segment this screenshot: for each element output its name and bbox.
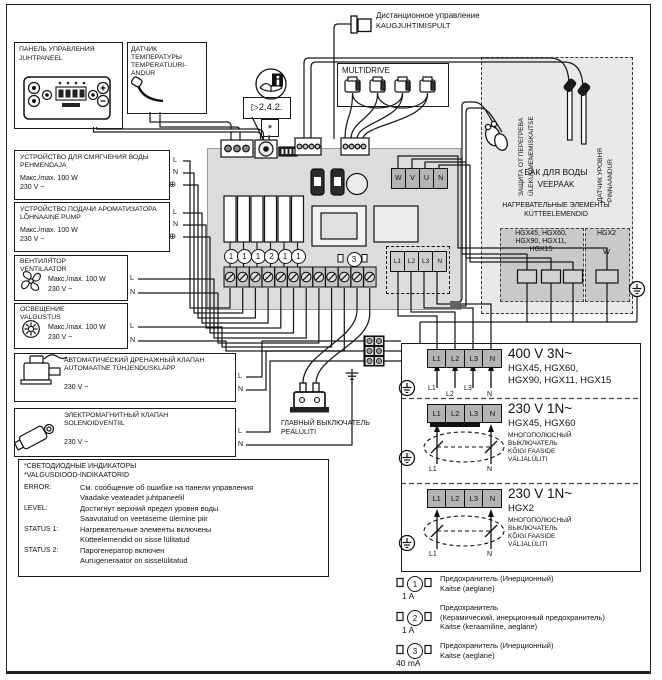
overheat-label-et: ÜLEKUUMENEMISKAITSE	[528, 116, 535, 196]
earth-symbol: ⊕	[169, 179, 177, 189]
earth-symbol: ⊕	[169, 231, 177, 241]
control-panel-title-ru: ПАНЕЛЬ УПРАВЛЕНИЯ	[19, 46, 95, 53]
tank-name-et: VEEPAAK	[537, 180, 575, 189]
board-mains-terminals: L1 L2 L3 N	[391, 251, 447, 272]
wvun-terminals: W V U N	[392, 168, 448, 189]
power-terminals-400v: L1 L2 L3 N	[428, 349, 502, 368]
fuse-1-badge: 1	[224, 249, 239, 264]
fuse-legend-2-badge: 2	[407, 610, 423, 626]
heaters-label-et: KÜTTEELEMENDID	[524, 211, 588, 218]
multidrive-label: MULTIDRIVE	[342, 66, 390, 75]
heaters-label-ru: НАГРЕВАТЕЛЬНЫЕ ЭЛЕМЕНТЫ	[502, 202, 610, 209]
fuse-1-badge: 1	[291, 249, 306, 264]
level-label-ru: ДАТЧИК УРОВНЯ	[597, 148, 604, 202]
fuse-1-badge: 1	[278, 249, 293, 264]
fuse-legend-1-rating: 1 A	[402, 591, 415, 601]
overheat-label-ru: ЗАЩИТА ОТ ПЕРЕГРЕВА	[518, 117, 525, 196]
control-panel-title-et: JUHTPANEEL	[19, 55, 63, 62]
level-label-et: PINNAANDUR	[607, 159, 614, 202]
fuse-legend-3-badge: 3	[407, 643, 423, 659]
asterisk-label: *	[267, 123, 273, 135]
power-terminals-230v-hgx45: L1 L2 L3 N	[428, 404, 502, 423]
fuse-2-badge: 2	[264, 249, 279, 264]
fuse-legend-3-rating: 40 mA	[396, 658, 421, 668]
asterisk-box	[261, 119, 279, 137]
fuse-legend-1-badge: 1	[407, 576, 423, 592]
jumper-bar	[430, 422, 480, 427]
main-switch-label-et: PEALÜLITI	[281, 429, 317, 436]
voltage-230a: 230 V 1N~	[508, 401, 573, 416]
wiring-diagram: ПАНЕЛЬ УПРАВЛЕНИЯ JUHTPANEEL ДАТЧИК ТЕМПЕРАТУРЫ TEMPERATUURI- ANDUR Дистанционное управление KAUGJUHTIMISPULT MULTIDRIVE ▷2.4.2. * W V U N L1 L2 L3 N 1 1 1 2 1 1 3 ЗАЩИТА ОТ ПЕРЕГРЕВА ÜLEKUUMENEMISKAITSE ДАТЧИК УРОВНЯ PINNAANDUR БАК ДЛЯ ВОДЫ VEEPAAK НАГРЕВАТЕЛЬНЫЕ ЭЛЕМЕНТЫ KÜTTEELEMENDID HGX45, HGX60, HGX90, HGX11, HGX15 HGX2 W УСТРОЙСТВО ДЛЯ СМЯГЧЕНИЯ ВОДЫ PEHMENDAJA Макс./max. 100 W 230 V ~ L N ⊕ УСТРОЙСТВО ПОДАЧИ АРОМАТИЗАТОРА LÕHNAAINE PUMP Макс./max. 100 W 230 V ~ L N ⊕ ВЕНТИЛЯТОР VENTILAATOR Макс./max. 100 W 230 V ~ L N ОСВЕЩЕНИЕ VALGUSTUS Макс./max. 100 W 230 V ~ L N АВТОМАТИЧЕСКИЙ ДРЕНАЖНЫЙ КЛАПАН AUTOMAATNE TÜHJENDUSKLAPP 230 V ~ L N ЭЛЕКТРОМАГНИТНЫЙ КЛАПАН SOLENOIDVENTIIL 230 V ~ L N ГЛАВНЫЙ ВЫКЛЮЧАТЕЛЬ PEALÜLITI *СВЕТОДИОДНЫЕ ИНДИКАТОРЫ *VALGUSDIOOD-INDIKAATORID ERROR: См. сообщение об ошибке на панели управления Vaadake veateadet juhtpaneelil LEVEL: Достигнут верхний предел уровня воды Saavutatud on veetaseme ülemine piir STATUS 1: Нагревательные элементы включены Kütteelemendid on sisse lülitatud STATUS 2: Парогенератор включен Aurugeneraator on sisselülitatud L1 L2 L3 N 400 V 3N~ HGX45, HGX60, HGX90, HGX11, HGX15 L1 L2 L3 N L1 L2 L3 N 230 V 1N~ HGX45, HGX60 МНОГОПОЛЮСНЫЙ ВЫКЛЮЧАТЕЛЬ KÕIGI FAASIDE VÄLJALÜLITI L1 N L1 L2 L3 N 230 V 1N~ HGX2 МНОГОПОЛЮСНЫЙ ВЫКЛЮЧАТЕЛЬ KÕIGI FAASIDE VÄLJALÜLITI L1 N 1 1 A Предохранитель (Инерционный) Kaitse (aeglane) 2 1 A Предохранитель (Керамический, инерционный предохранитель) Kaitse (keraamiline, aeglane) 3 40 mA Предохранитель (Инерционный) Kaitse (aeglane)	[0, 0, 662, 680]
main-switch-label-ru: ГЛАВНЫЙ ВЫКЛЮЧАТЕЛЬ	[281, 420, 370, 427]
fuse-1-badge: 1	[251, 249, 266, 264]
fuse-1-badge: 1	[237, 249, 252, 264]
remote-label-ru: Дистанционное управление	[376, 11, 480, 20]
remote-label-et: KAUGJUHTIMISPULT	[376, 21, 451, 30]
fuse-3-badge: 3	[347, 252, 362, 267]
manual-ref-box	[243, 97, 291, 119]
power-terminals-230v-hgx2: L1 L2 L3 N	[428, 489, 502, 508]
voltage-230b: 230 V 1N~	[508, 486, 573, 501]
fuse-legend-2-rating: 1 A	[402, 625, 415, 635]
tank-name-ru: БАК ДЛЯ ВОДЫ	[524, 167, 588, 177]
manual-ref-label: ▷2.4.2.	[251, 101, 283, 113]
voltage-400: 400 V 3N~	[508, 346, 573, 361]
